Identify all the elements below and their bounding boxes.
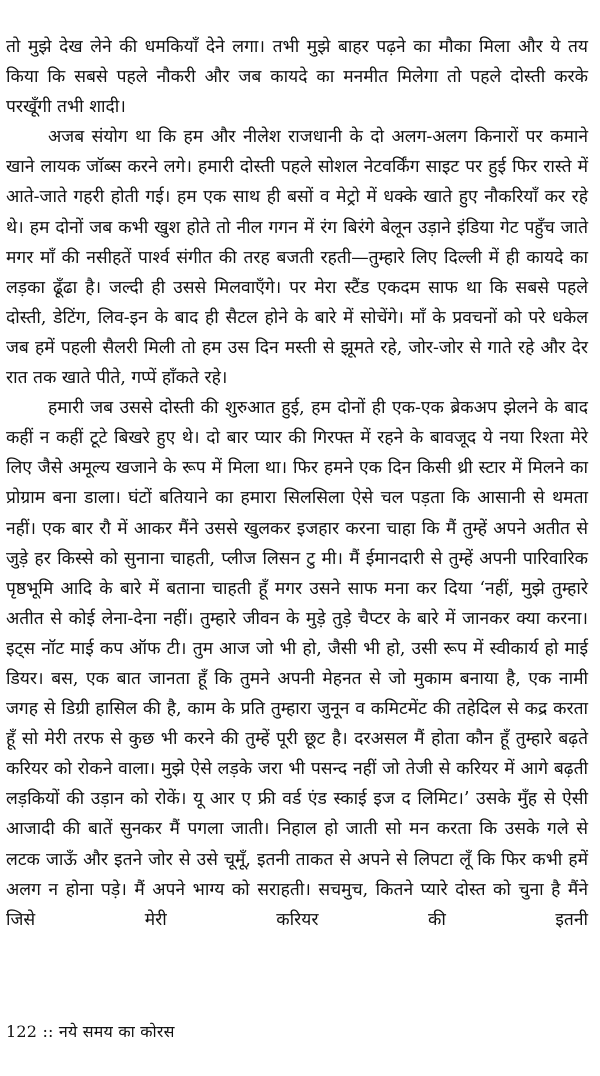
page-footer: [6, 1020, 175, 1042]
page-number: 122: [6, 1022, 38, 1041]
paragraph-2: अजब संयोग था कि हम और नीलेश राजधानी के दो अलग-अलग किनारों पर कमाने खाने लायक जॉब्स करने लगे। हमारी दोस्ती पहले सोशल नेटवर्किंग साइट पर हुई फिर रास्ते में आते-जाते गहरी होती गई। हम एक साथ ही बसों व मेट्रो में धक्के खाते हुए नौकरियाँ कर रहे थे। हम दोनों जब कभी खुश होते तो नील गगन में रंग बिरंगे बेलून उड़ाने इंडिया गेट पहुँच जाते मगर माँ की नसीहतें पार्श्व संगीत की तरह बजती रहती—तुम्हारे लिए दिल्ली में ही कायदे का लड़का ढूँढा है। जल्दी ही उससे मिलवाएँगे। पर मेरा स्टैंड एकदम साफ था कि सबसे पहले दोस्ती, डेटिंग, लिव-इन के बाद ही सैटल होने के बारे में सोचेंगे। माँ के प्रवचनों को परे धकेल जब हमें पहली सैलरी मिली तो हम उस दिन मस्ती से झूमते रहे, जोर-जोर से गाते रहे और देर रात तक खाते पीते, गप्पें हाँकते रहे।: [6, 127, 588, 389]
book-title: नये समय का कोरस: [58, 1022, 175, 1041]
footer-separator: ::: [42, 1022, 54, 1041]
paragraph-3: हमारी जब उससे दोस्ती की शुरुआत हुई, हम दोनों ही एक-एक ब्रेकअप झेलने के बाद कहीं न कहीं टूटे बिखरे हुए थे। दो बार प्यार की गिरफ्त में रहने के बावजूद ये नया रिश्ता मेरे लिए जैसे अमूल्य खजाने के रूप में मिला था। फिर हमने एक दिन किसी थ्री स्टार में मिलने का प्रोग्राम बना डाला। घंटों बतियाने का हमारा सिलसिला ऐसे चल पड़ता कि आसानी से थमता नहीं। एक बार रौ में आकर मैंने उससे खुलकर इजहार करना चाहा कि मैं तुम्हें अपने अतीत से जुड़े हर किस्से को सुनाना चाहती, प्लीज लिसन टु मी। मैं ईमानदारी से तुम्हें अपनी पारिवारिक पृष्ठभूमि आदि के बारे में बताना चाहती हूँ मगर उसने साफ मना कर दिया ‘नहीं, मुझे तुम्हारे अतीत से कोई लेना-देना नहीं। तुम्हारे जीवन के मुड़े तुड़े चैप्टर के बारे में जानकर क्या करना। इट्स नॉट माई कप ऑफ टी। तुम आज जो भी हो, जैसी भी हो, उसी रूप में स्वीकार्य हो माई डियर। बस, एक बात जानता हूँ कि तुमने अपनी मेहनत से जो मुकाम बनाया है, एक नामी जगह से डिग्री हासिल की है, काम के प्रति तुम्हारा जुनून व कमिटमेंट की तहेदिल से कद्र करता हूँ सो मेरी तरफ से कुछ भी करने की तुम्हें पूरी छूट है। दरअसल मैं होता कौन हूँ तुम्हारे बढ़ते करियर को रोकने वाला। मुझे ऐसे लड़के जरा भी पसन्द नहीं जो तेजी से करियर में आगे बढ़ती लड़कियों की उड़ान को रोकें। यू आर ए फ्री वर्ड एंड स्काई इज द लिमिट।’ उसके मुँह से ऐसी आजादी की बातें सुनकर मैं पगला जाती। निहाल हो जाती सो मन करता कि उसके गले से लटक जाऊँ और इतने जोर से उसे चूमूँ, इतनी ताकत से अपने से लिपटा लूँ कि फिर कभी हमें अलग न होना पड़े। मैं अपने भाग्य को सराहती। सचमुच, कितने प्यारे दोस्त को चुना है मैंने जिसे मेरी करियर की इतनी: [6, 398, 588, 930]
paragraph-1: तो मुझे देख लेने की धमकियाँ देने लगा। तभी मुझे बाहर पढ़ने का मौका मिला और ये तय किया कि सबसे पहले नौकरी और जब कायदे का मनमीत मिलेगा तो पहले दोस्ती करके परखूँगी तभी शादी।: [6, 37, 588, 118]
page-body: [6, 32, 588, 935]
